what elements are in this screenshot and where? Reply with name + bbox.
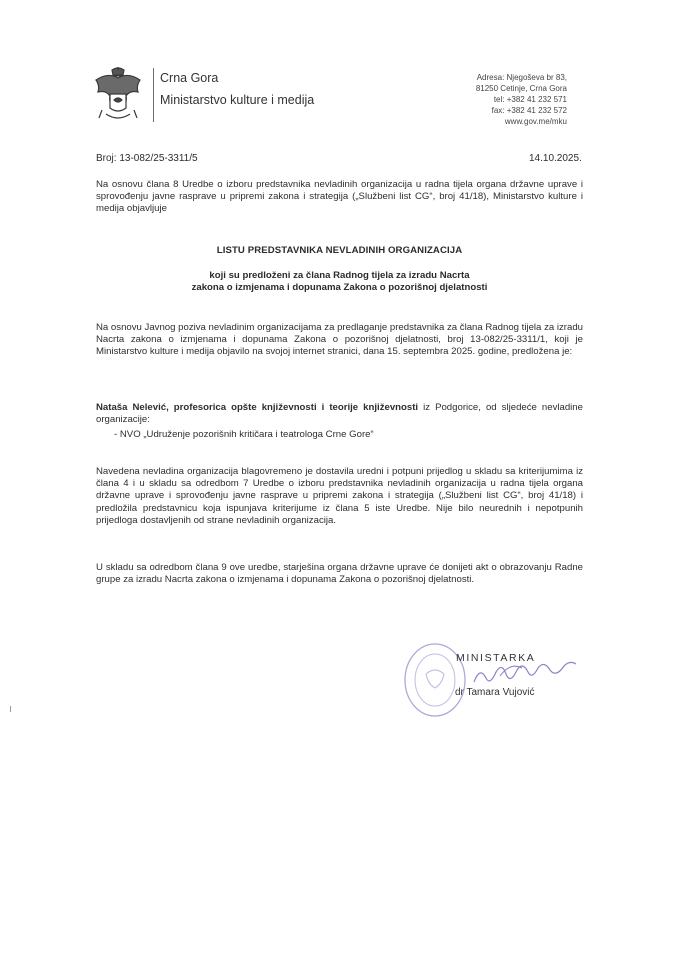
address-line: Adresa: Njegoševa br 83,	[476, 73, 567, 82]
header-divider	[153, 68, 154, 122]
address-block	[476, 72, 567, 127]
ministry-name: Ministarstvo kulture i medija	[160, 93, 315, 107]
coat-of-arms-logo	[92, 66, 144, 124]
address-line: 81250 Cetinje, Crna Gora	[475, 84, 567, 93]
margin-mark	[10, 706, 11, 712]
document-title: LISTU PREDSTAVNIKA NEVLADINIH ORGANIZACIJA	[216, 245, 463, 256]
reference-number: Broj: 13-082/25-3311/5	[96, 153, 198, 164]
document-subtitle	[96, 270, 583, 294]
compliance-paragraph: Navedena nevladina organizacija blagovremeno je dostavila uredni i potpuni prijedlog u skladu sa kriterijumima iz člana 4 i u skladu sa odredbom 7 Uredbe o izboru predstavnika nevladinih organizacija u radna tijela organa državne uprave i sprovođenju javne rasprave u pripremi zakona i strategija („Službeni list CG“, broj 41/18) i predložila predstavnicu koja ispunjava kriterijume iz člana 5 iste Uredbe. Nije bilo neurednih i nepotpunih prijedloga dostavljenih od strane nevladinih organizacija.	[96, 466, 583, 526]
subtitle-line: koji su predloženi za člana Radnog tijela za izradu Nacrta	[209, 270, 470, 281]
phone-line: tel: +382 41 232 571	[493, 95, 567, 104]
signatory-name: dr Tamara Vujović	[455, 687, 535, 698]
intro-paragraph: Na osnovu člana 8 Uredbe o izboru predstavnika nevladinih organizacija u radna tijela organa državne uprave i sprovođenju javne rasprave u pripremi zakona i strategija („Službeni list CG“, broj 41/18), Ministarstvo kulture i medija objavljuje	[96, 179, 583, 215]
subtitle-line: zakona o izmjenama i dopunama Zakona o pozorišnoj djelatnosti	[191, 282, 488, 294]
signatory-title: MINISTARKA	[456, 652, 536, 664]
call-paragraph: Na osnovu Javnog poziva nevladinim organizacijama za predlaganje predstavnika za člana Radnog tijela za izradu Nacrta zakona o izmjenama i dopunama Zakona o pozorišnoj djelatnosti, broj 13-082/25-3311/1, koji je Ministarstvo kulture i medija objavilo na svojoj internet stranici, dana 15. septembra 2025. godine, predložena je:	[96, 322, 583, 358]
nominee-paragraph	[96, 402, 583, 426]
country-name: Crna Gora	[160, 71, 219, 85]
fax-line: fax: +382 41 232 572	[491, 106, 567, 115]
ngo-list-item: - NVO „Udruženje pozorišnih kritičara i teatrologa Crne Gore“	[114, 429, 374, 440]
nominee-name: Nataša Nelević, profesorica opšte književnosti i teorije književnosti	[96, 402, 419, 413]
website-line: www.gov.me/mku	[504, 117, 567, 126]
closing-paragraph: U skladu sa odredbom člana 9 ove uredbe, starješina organa državne uprave će donijeti akt o obrazovanju Radne grupe za izradu Nacrta zakona o izmjenama i dopunama Zakona o pozorišnoj djelatnosti.	[96, 562, 583, 586]
nominee-origin: iz Podgorice, od sljedeće nevladine organizacije:	[96, 402, 583, 426]
document-date: 14.10.2025.	[529, 153, 582, 164]
